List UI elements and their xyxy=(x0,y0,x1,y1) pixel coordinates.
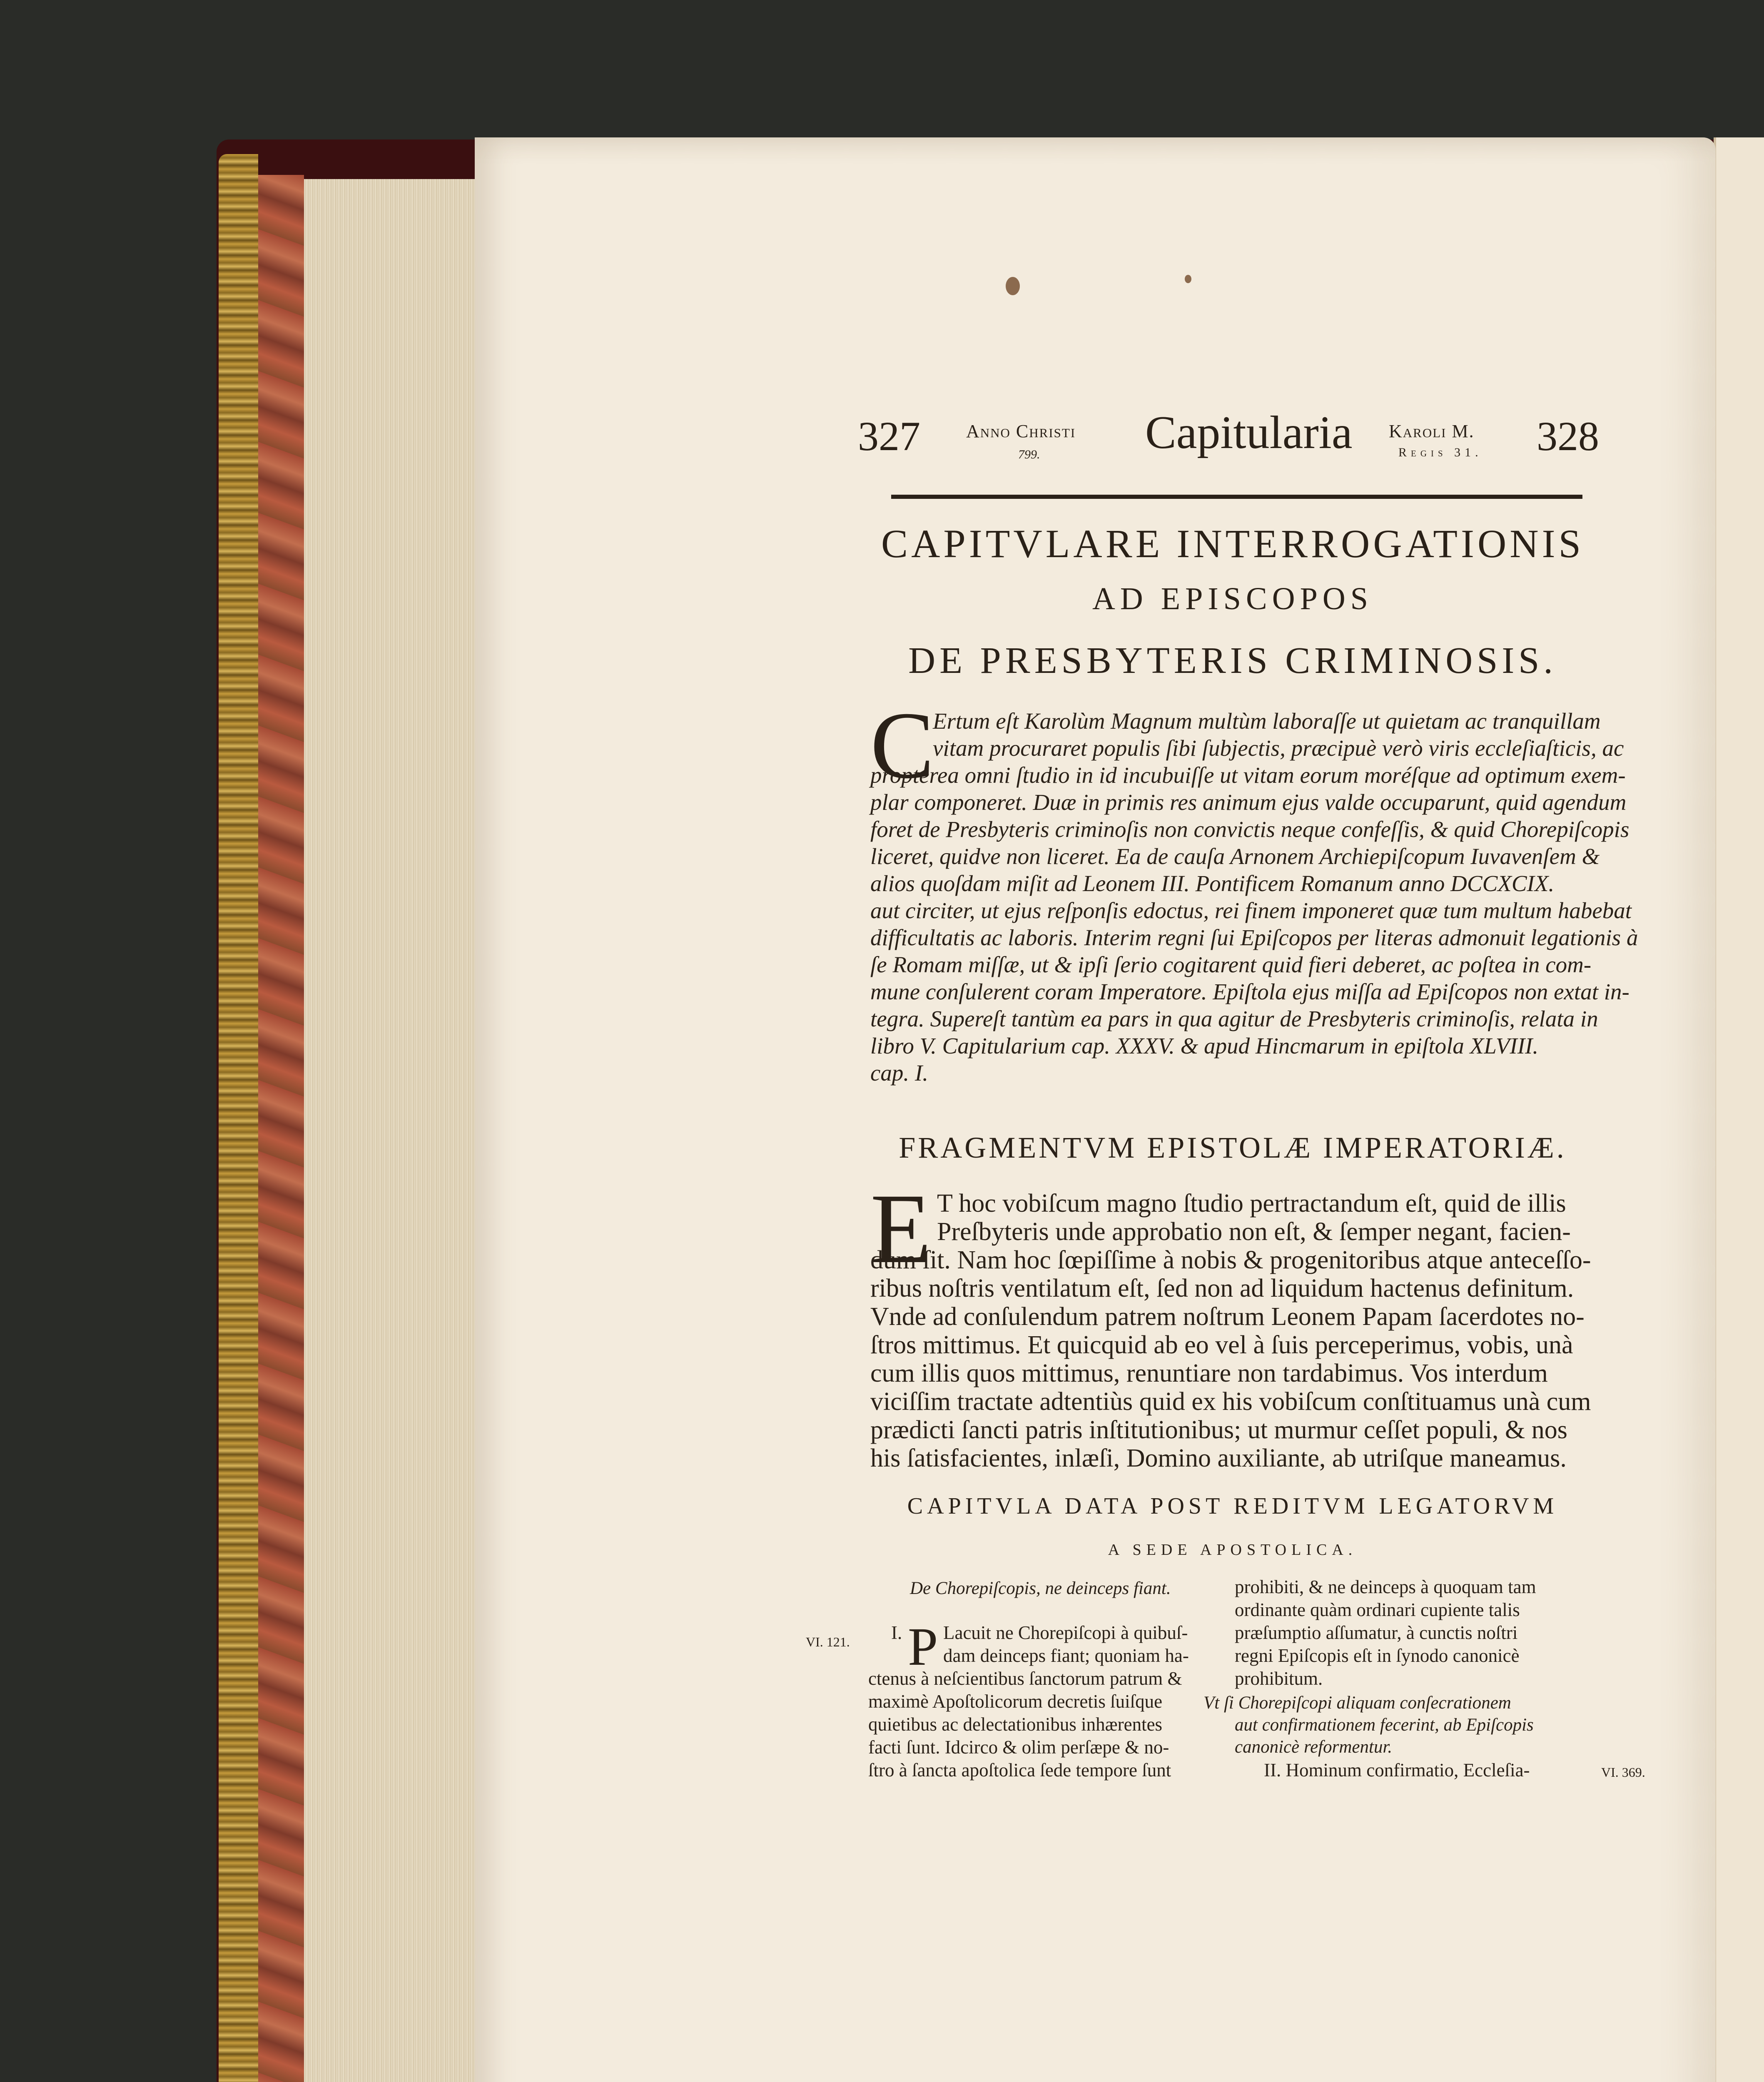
col-left-line: quietibus ac delectationibus inhærentes xyxy=(868,1714,1163,1735)
right-page-number: 328 xyxy=(1537,413,1599,459)
col-right-line: regni Epiſcopis eſt in ſynodo canonicè xyxy=(1235,1645,1520,1666)
fragment-line: dum ſit. Nam hoc ſœpiſſime à nobis & progenitoribus atque anteceſſo- xyxy=(870,1246,1591,1274)
running-title: Capitularia xyxy=(1145,407,1353,458)
chapter-numeral: I. xyxy=(891,1622,902,1643)
header-rule xyxy=(891,495,1582,499)
fragment-line: ſtros mittimus. Et quicquid ab eo vel à ſuis perceperimus, vobis, unà xyxy=(870,1331,1573,1359)
col-left-line: ctenus à neſcientibus ſanctorum patrum & xyxy=(868,1668,1182,1689)
book-page xyxy=(475,137,1716,2082)
col-right-line: prohibitum. xyxy=(1235,1668,1323,1689)
drop-cap-e: E xyxy=(870,1173,932,1284)
drop-cap-c: C xyxy=(870,692,934,798)
fragment-line: Preſbyteris unde approbatio non eſt, & ſemper negant, facien- xyxy=(937,1218,1571,1246)
title-de-presbyteris: DE PRESBYTERIS CRIMINOSIS. xyxy=(908,640,1557,681)
intro-line: vitam procuraret populis ſibi ſubjectis, præcipuè verò viris eccleſiaſticis, ac xyxy=(933,735,1624,761)
intro-line: propterea omni ſtudio in id incubuiſſe ut vitam eorum moréſque ad optimum exem- xyxy=(870,762,1626,788)
intro-line: plar componeret. Duæ in primis res animum ejus valde occuparunt, quid agendum xyxy=(870,789,1627,815)
col-right-line: II. Hominum confirmatio, Eccleſia- xyxy=(1264,1760,1530,1781)
left-page-number: 327 xyxy=(858,413,920,459)
col-right-line: ordinante quàm ordinari cupiente talis xyxy=(1235,1599,1520,1620)
col-right-line: prohibiti, & ne deinceps à quoquam tam xyxy=(1235,1576,1536,1597)
karoli-label: Karoli M. xyxy=(1389,421,1475,441)
intro-line: tegra. Supereſt tantùm ea pars in qua agitur de Presbyteris criminoſis, relata in xyxy=(870,1006,1598,1031)
col-right-italic: Vt ſi Chorepiſcopi aliquam conſecrationem xyxy=(1203,1693,1511,1713)
intro-line: liceret, quidve non liceret. Ea de cauſa Arnonem Archiepiſcopum Iuvavenſem & xyxy=(870,844,1600,869)
intro-line: aut circiter, ut ejus reſponſis edoctus, rei finem imponeret quæ tum multum habebat xyxy=(870,898,1632,923)
fragment-line: Vnde ad conſulendum patrem noſtrum Leonem Papam ſacerdotes no- xyxy=(870,1302,1585,1331)
col-left-line: ſtro à ſancta apoſtolica ſede tempore ſunt xyxy=(868,1760,1171,1781)
col-left-line: maximè Apoſtolicorum decretis ſuiſque xyxy=(868,1691,1163,1712)
intro-line: Ertum eſt Karolùm Magnum multùm laboraſſe ut quietam ac tranquillam xyxy=(933,708,1601,734)
marbled-endpaper xyxy=(258,175,304,2082)
fragment-line: his ſatisfacientes, inlæſi, Domino auxiliante, ab utriſque maneamus. xyxy=(870,1444,1567,1472)
gilt-edge xyxy=(219,154,258,2082)
page-edges xyxy=(304,179,479,2082)
col-left-line: facti ſunt. Idcirco & olim perſæpe & no- xyxy=(868,1737,1169,1758)
col-left-line: dam deinceps fiant; quoniam ha- xyxy=(943,1645,1189,1666)
fragment-line: cum illis quos mittimus, renuntiare non tardabimus. Vos interdum xyxy=(870,1359,1548,1387)
intro-line: libro V. Capitularium cap. XXXV. & apud Hincmarum in epiſtola XLVIII. xyxy=(870,1033,1539,1058)
title-fragmentum: FRAGMENTVM EPISTOLÆ IMPERATORIÆ. xyxy=(899,1131,1567,1164)
intro-line: foret de Presbyteris criminoſis non convictis neque confeſſis, & quid Chorepiſcopis xyxy=(870,817,1629,842)
foxing-spot xyxy=(1006,277,1020,295)
foxing-spot xyxy=(1185,275,1191,283)
intro-line: mune conſulerent coram Imperatore. Epiſtola ejus miſſa ad Epiſcopos non extat in- xyxy=(870,979,1629,1004)
drop-cap-p: P xyxy=(908,1617,938,1677)
margin-note-right: VI. 369. xyxy=(1601,1765,1645,1780)
fragment-line: viciſſim tractate adtentiùs quid ex his vobiſcum conſtituamus unà cum xyxy=(870,1387,1591,1416)
col-left-line: Lacuit ne Chorepiſcopi à quibuſ- xyxy=(943,1622,1188,1643)
intro-line: cap. I. xyxy=(870,1060,928,1086)
fragment-line: prædicti ſancti patris inſtitutionibus; ut murmur ceſſet populi, & nos xyxy=(870,1416,1567,1444)
col-left-heading: De Chorepiſcopis, ne deinceps fiant. xyxy=(910,1579,1171,1598)
intro-line: alios quoſdam miſit ad Leonem III. Pontificem Romanum anno DCCXCIX. xyxy=(870,871,1555,896)
col-right-italic: aut confirmationem fecerint, ab Epiſcopis xyxy=(1235,1715,1534,1735)
facing-page-edge xyxy=(1714,137,1764,2082)
col-right-italic: canonicè reformentur. xyxy=(1235,1737,1393,1757)
margin-note-left: VI. 121. xyxy=(806,1634,850,1649)
title-capitulare: CAPITVLARE INTERROGATIONIS xyxy=(881,521,1584,566)
col-right-line: præſumptio aſſumatur, à cunctis noſtri xyxy=(1235,1622,1518,1643)
regis-label: Regis 31. xyxy=(1398,446,1482,459)
fragment-line: T hoc vobiſcum magno ſtudio pertractandum eſt, quid de illis xyxy=(937,1189,1566,1218)
intro-line: ſe Romam miſſæ, ut & ipſi ſerio cogitarent quid fieri deberet, ac poſtea in com- xyxy=(870,952,1592,977)
title-a-sede: A SEDE APOSTOLICA. xyxy=(1108,1541,1358,1559)
fragment-line: ribus noſtris ventilatum eſt, ſed non ad liquidum hactenus definitum. xyxy=(870,1274,1574,1302)
title-ad-episcopos: AD EPISCOPOS xyxy=(1092,581,1373,616)
anno-year: 799. xyxy=(1018,448,1040,461)
title-capitula: CAPITVLA DATA POST REDITVM LEGATORVM xyxy=(907,1493,1558,1519)
intro-line: difficultatis ac laboris. Interim regni ſui Epiſcopos per literas admonuit legationis à xyxy=(870,925,1638,950)
anno-christi-label: Anno Christi xyxy=(966,421,1076,441)
